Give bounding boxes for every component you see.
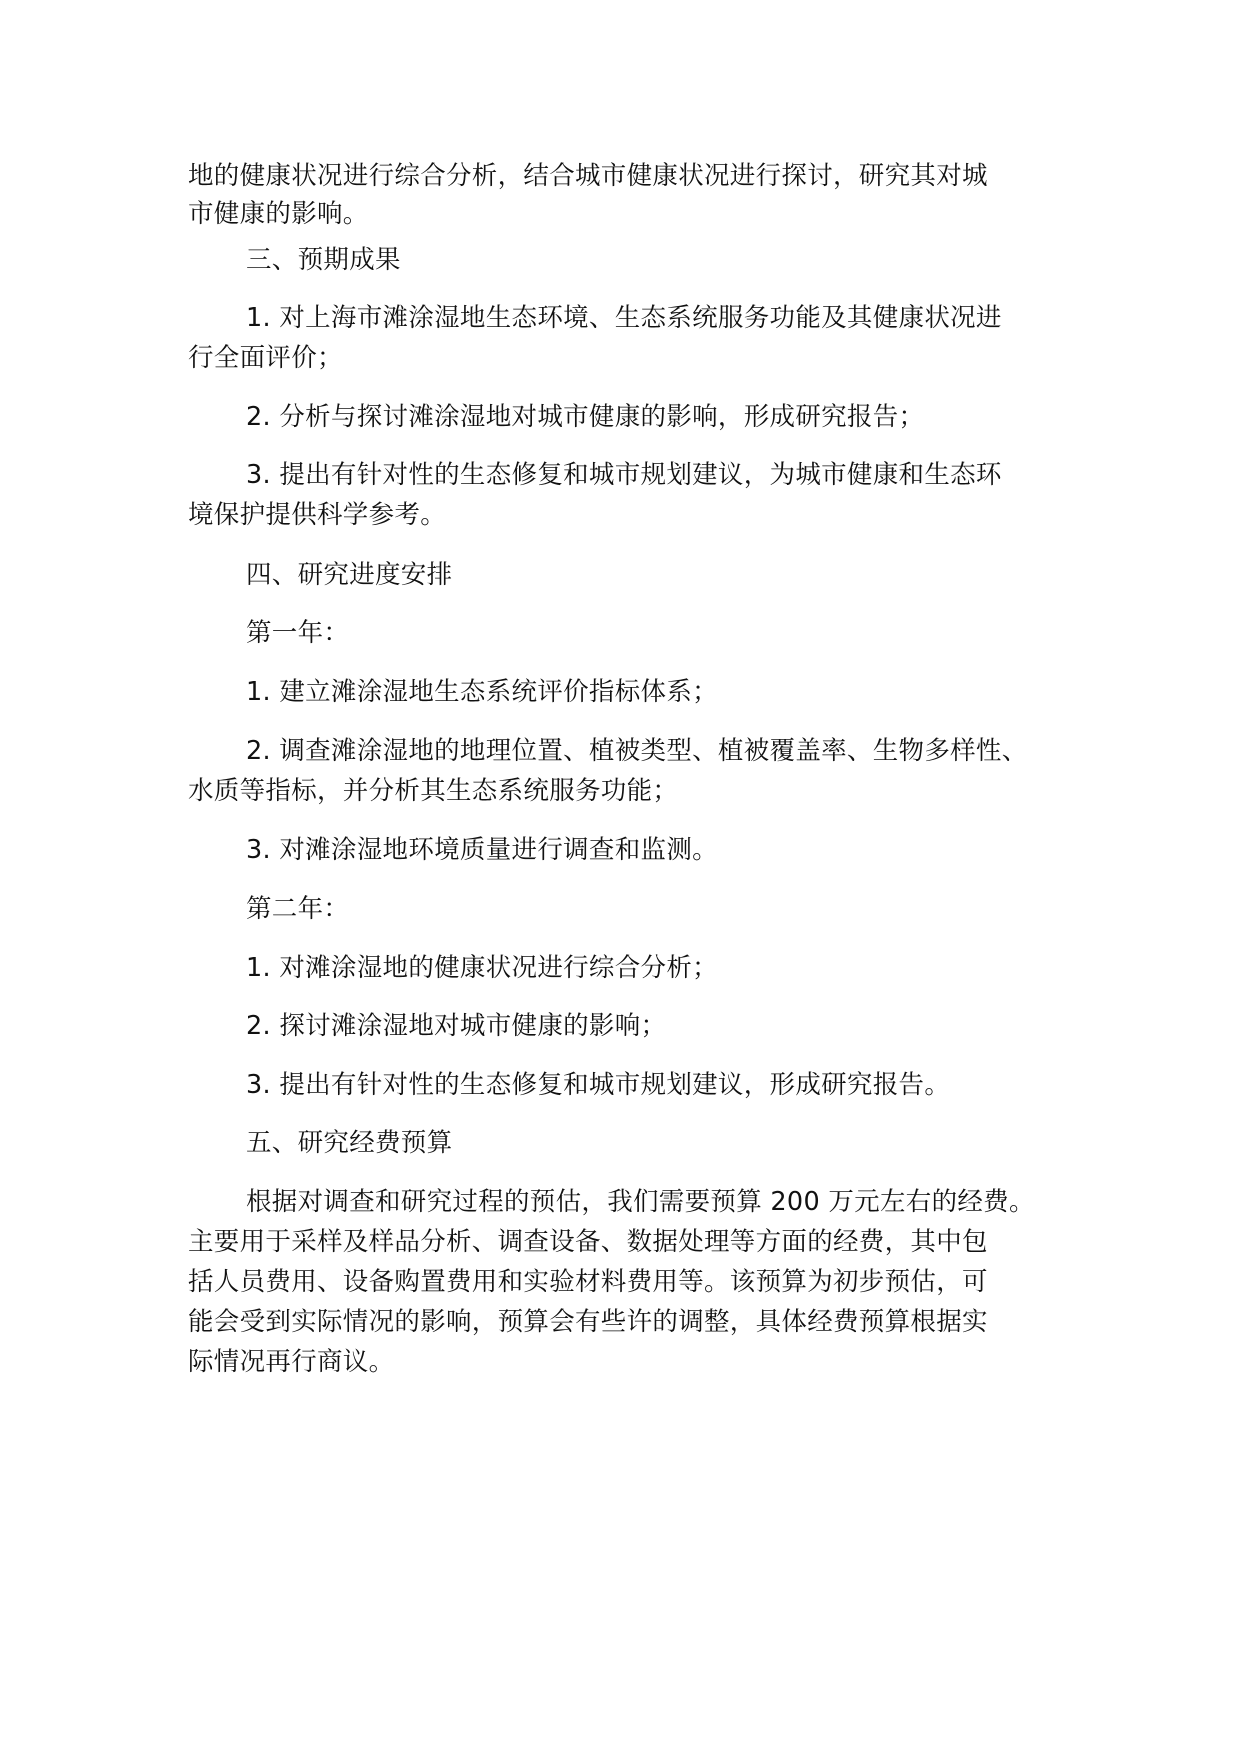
list-item: 3. 对滩涂湿地环境质量进行调查和监测。 bbox=[246, 835, 718, 865]
list-item: 1. 对滩涂湿地的健康状况进行综合分析； bbox=[246, 953, 718, 983]
body-text-line: 水质等指标，并分析其生态系统服务功能； bbox=[188, 776, 679, 806]
section-heading-budget: 五、研究经费预算 bbox=[246, 1128, 453, 1158]
list-item: 3. 提出有针对性的生态修复和城市规划建议，为城市健康和生态环 bbox=[246, 460, 1002, 490]
list-item: 1. 建立滩涂湿地生态系统评价指标体系； bbox=[246, 677, 718, 707]
list-item: 2. 分析与探讨滩涂湿地对城市健康的影响，形成研究报告； bbox=[246, 402, 925, 432]
body-text-line: 市健康的影响。 bbox=[188, 199, 369, 229]
list-item: 2. 调查滩涂湿地的地理位置、植被类型、植被覆盖率、生物多样性、 bbox=[246, 736, 1028, 766]
body-text-line: 根据对调查和研究过程的预估，我们需要预算 200 万元左右的经费。 bbox=[246, 1187, 1035, 1217]
body-text-line: 地的健康状况进行综合分析，结合城市健康状况进行探讨，研究其对城 bbox=[188, 161, 988, 191]
subheading-year-one: 第一年： bbox=[246, 618, 350, 648]
section-heading-schedule: 四、研究进度安排 bbox=[246, 560, 453, 590]
body-text-line: 境保护提供科学参考。 bbox=[188, 500, 447, 530]
body-text-line: 括人员费用、设备购置费用和实验材料费用等。该预算为初步预估，可 bbox=[188, 1267, 988, 1297]
section-heading-expected-results: 三、预期成果 bbox=[246, 245, 401, 275]
subheading-year-two: 第二年： bbox=[246, 894, 350, 924]
body-text-line: 行全面评价； bbox=[188, 343, 343, 373]
list-item: 1. 对上海市滩涂湿地生态环境、生态系统服务功能及其健康状况进 bbox=[246, 303, 1002, 333]
list-item: 3. 提出有针对性的生态修复和城市规划建议，形成研究报告。 bbox=[246, 1070, 951, 1100]
body-text-line: 际情况再行商议。 bbox=[188, 1347, 395, 1377]
body-text-line: 能会受到实际情况的影响，预算会有些许的调整，具体经费预算根据实 bbox=[188, 1307, 988, 1337]
body-text-line: 主要用于采样及样品分析、调查设备、数据处理等方面的经费，其中包 bbox=[188, 1227, 988, 1257]
list-item: 2. 探讨滩涂湿地对城市健康的影响； bbox=[246, 1011, 667, 1041]
